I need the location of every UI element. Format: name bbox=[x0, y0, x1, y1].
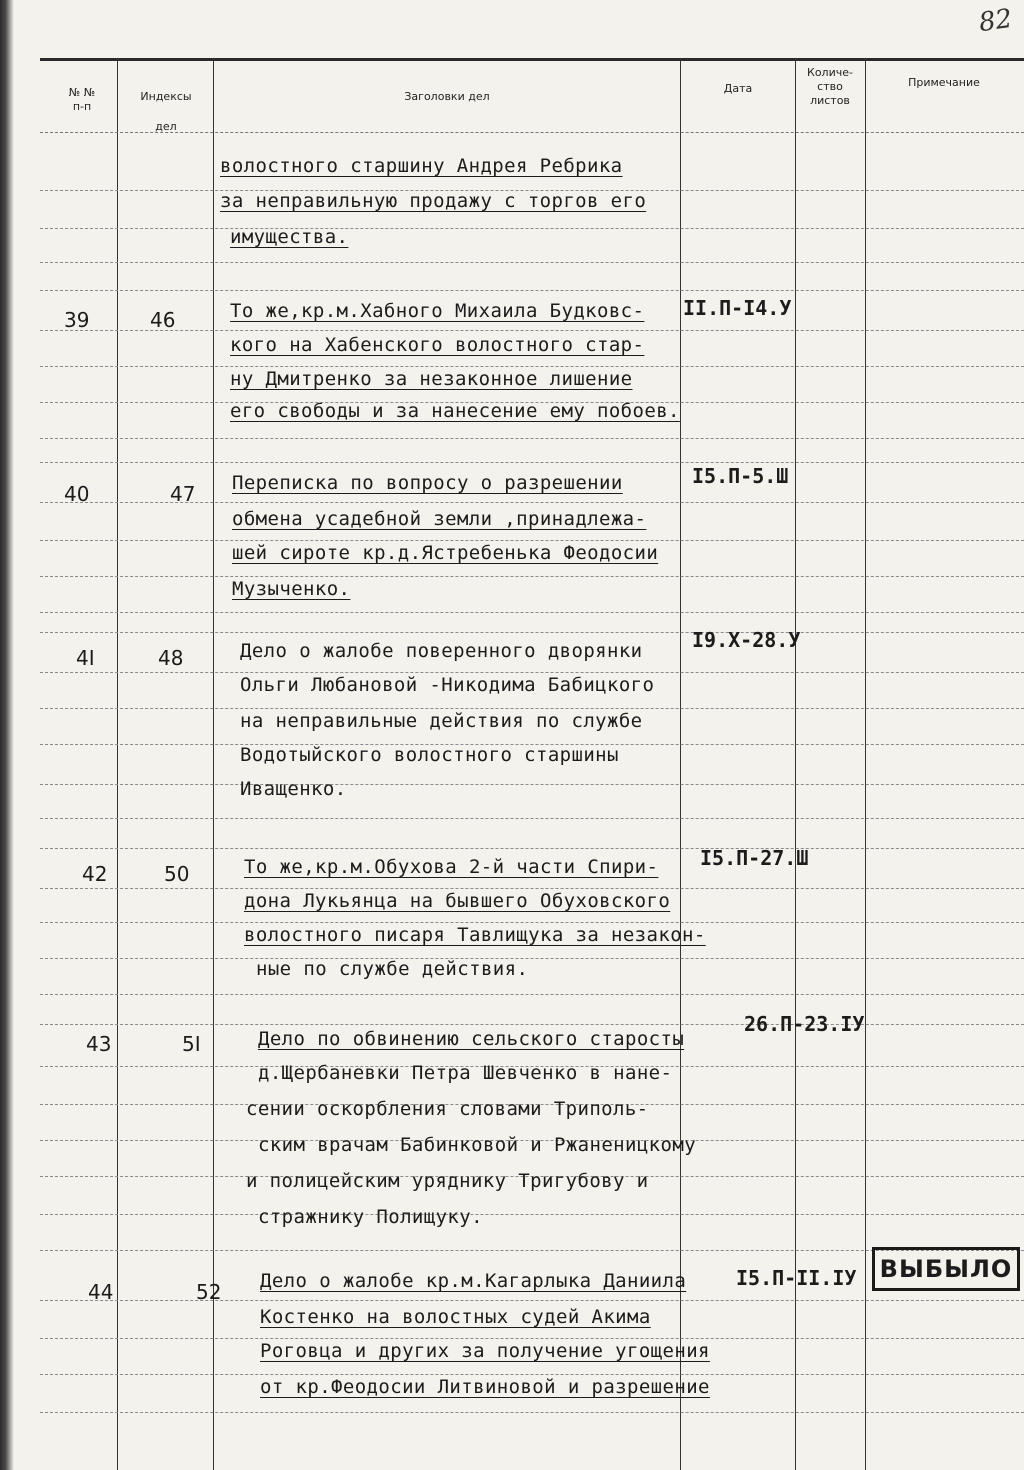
row-title-line: дона Лукьянца на бывшего Обуховского bbox=[244, 890, 671, 912]
row-title-line: Роговца и других за получение угощения bbox=[260, 1340, 710, 1362]
row-title-line: Музыченко. bbox=[232, 578, 351, 600]
header-num: № № п-п bbox=[68, 86, 96, 113]
scan-edge-shadow bbox=[0, 0, 14, 1470]
row-title-line: волостного писаря Тавлищука за незакон- bbox=[244, 924, 706, 946]
row-date: II.П-I4.У bbox=[683, 296, 792, 320]
rule bbox=[40, 958, 1024, 959]
row-title-line: и полицейским уряднику Тригубову и bbox=[246, 1170, 649, 1192]
col-sep-5 bbox=[865, 58, 866, 1470]
row-title-line: обмена усадебной земли ,принадлежа- bbox=[232, 508, 647, 530]
row-title-line: То же,кр.м.Обухова 2-й части Спири- bbox=[244, 856, 659, 878]
row-title-line: То же,кр.м.Хабного Михаила Будковс- bbox=[230, 300, 645, 322]
header-note: Примечание bbox=[908, 76, 980, 89]
rule bbox=[40, 1412, 1024, 1413]
row-title-line: Водотыйского волостного старшины bbox=[240, 744, 619, 766]
continuation-line: волостного старшину Андрея Ребрика bbox=[220, 155, 623, 177]
row-title-line: ским врачам Бабинковой и Ржаненицкому bbox=[258, 1134, 697, 1156]
header-sheets: Количе- ство листов bbox=[807, 66, 853, 107]
row-title-line: Дело о жалобе поверенного дворянки bbox=[240, 640, 643, 662]
rule bbox=[40, 848, 1024, 849]
rule bbox=[40, 290, 1024, 291]
row-title-line: Переписка по вопросу о разрешении bbox=[232, 472, 623, 494]
row-date: I5.П-5.Ш bbox=[692, 464, 789, 488]
rule bbox=[40, 632, 1024, 633]
row-date: I5.П-27.Ш bbox=[700, 846, 809, 870]
rule bbox=[40, 438, 1024, 439]
rule bbox=[40, 540, 1024, 541]
rule bbox=[40, 576, 1024, 577]
row-title-line: Иващенко. bbox=[240, 778, 347, 800]
row-title-line: ные по службе действия. bbox=[256, 958, 529, 980]
row-index: 47 bbox=[170, 482, 196, 506]
row-number: 42 bbox=[82, 862, 108, 886]
rule bbox=[40, 330, 1024, 331]
row-date: I5.П-II.IУ bbox=[736, 1266, 857, 1290]
rule bbox=[40, 994, 1024, 995]
row-index: 46 bbox=[150, 308, 176, 332]
rule bbox=[40, 818, 1024, 819]
col-sep-1 bbox=[117, 58, 118, 1470]
rule bbox=[40, 672, 1024, 673]
row-date: 26.П-23.IУ bbox=[744, 1012, 865, 1036]
row-title-line: Ольги Любановой -Никодима Бабицкого bbox=[240, 674, 655, 696]
rule bbox=[40, 888, 1024, 889]
rule bbox=[40, 366, 1024, 367]
rule bbox=[40, 462, 1024, 463]
header-title: Заголовки дел bbox=[404, 90, 490, 103]
rule bbox=[40, 1338, 1024, 1339]
page-number: 82 bbox=[976, 3, 1014, 39]
rule bbox=[40, 1024, 1024, 1025]
row-index: 5I bbox=[182, 1032, 201, 1056]
rule bbox=[40, 612, 1024, 613]
row-number: 43 bbox=[86, 1032, 112, 1056]
row-title-line: на неправильные действия по службе bbox=[240, 710, 643, 732]
row-title-line: от кр.Феодосии Литвиновой и разрешение bbox=[260, 1376, 710, 1398]
header-date: Дата bbox=[723, 82, 753, 95]
rule bbox=[40, 784, 1024, 785]
row-title-line: сении оскорбления словами Триполь- bbox=[246, 1098, 649, 1120]
table-top-rule bbox=[40, 58, 1024, 61]
continuation-line: имущества. bbox=[230, 226, 349, 248]
rule bbox=[40, 708, 1024, 709]
row-index: 48 bbox=[158, 646, 184, 670]
col-sep-3 bbox=[680, 58, 681, 1470]
header-index: Индексы дел bbox=[140, 90, 192, 133]
row-title-line: стражнику Полищуку. bbox=[258, 1206, 483, 1228]
row-number: 39 bbox=[64, 308, 90, 332]
withdrawn-stamp: ВЫБЫЛО bbox=[872, 1247, 1020, 1291]
row-title-line: д.Щербаневки Петра Шевченко в нане- bbox=[258, 1062, 673, 1084]
row-index: 50 bbox=[164, 862, 190, 886]
col-sep-2 bbox=[213, 58, 214, 1470]
rule bbox=[40, 1374, 1024, 1375]
row-number: 4I bbox=[76, 646, 95, 670]
row-title-line: Дело о жалобе кр.м.Кагарлыка Даниила bbox=[260, 1270, 687, 1292]
header-bottom-rule bbox=[40, 132, 1024, 133]
rule bbox=[40, 262, 1024, 263]
row-title-line: кого на Хабенского волостного стар- bbox=[230, 334, 645, 356]
row-index: 52 bbox=[196, 1280, 222, 1304]
continuation-line: за неправильную продажу с торгов его bbox=[220, 190, 647, 212]
col-sep-4 bbox=[795, 58, 796, 1470]
rule bbox=[40, 1214, 1024, 1215]
row-title-line: ну Дмитренко за незаконное лишение bbox=[230, 368, 633, 390]
row-number: 44 bbox=[88, 1280, 114, 1304]
row-date: I9.Х-28.У bbox=[692, 628, 801, 652]
rule bbox=[40, 922, 1024, 923]
row-title-line: его свободы и за нанесение ему побоев. bbox=[230, 400, 680, 422]
rule bbox=[40, 228, 1024, 229]
row-title-line: Костенко на волостных судей Акима bbox=[260, 1306, 651, 1328]
row-number: 40 bbox=[64, 482, 90, 506]
row-title-line: Дело по обвинению сельского старосты bbox=[258, 1028, 685, 1050]
rule bbox=[40, 1300, 1024, 1301]
row-title-line: шей сироте кр.д.Ястребенька Феодосии bbox=[232, 542, 659, 564]
